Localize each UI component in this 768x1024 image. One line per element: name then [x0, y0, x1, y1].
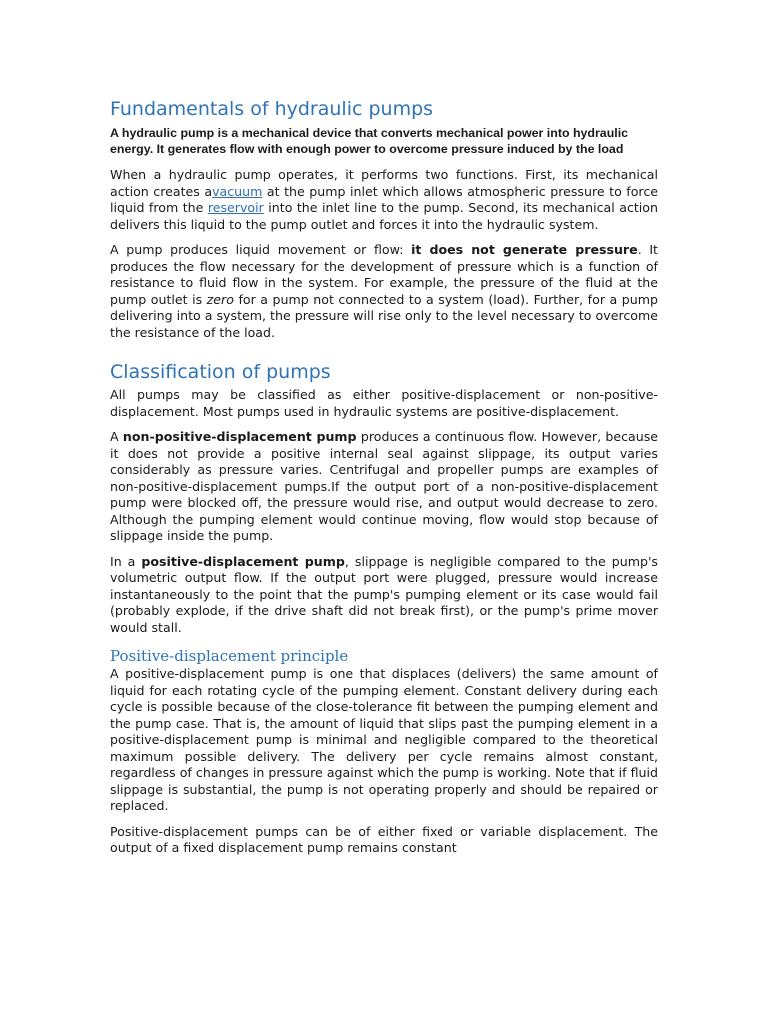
paragraph-fixed-variable: Positive-displacement pumps can be of either fixed or variable displacement. The output of a fixed displacement pump remains constant	[110, 823, 658, 856]
text-span: A	[110, 429, 123, 445]
heading-classification: Classification of pumps	[110, 361, 331, 384]
paragraph-non-positive	[110, 429, 658, 545]
bold-text: positive-displacement pump	[141, 553, 345, 569]
reservoir-link[interactable]: reservoir	[207, 200, 264, 216]
text-span: for a pump not connected to a system (load). Further, for a pump delivering into a system, the pressure will rise only to the level necessary to overcome the resistance of the load.	[110, 291, 658, 340]
paragraph-principle: A positive-displacement pump is one that displaces (delivers) the same amount of liquid for each rotating cycle of the pumping element. Constant delivery during each cycle is possible because of the close-tolerance fit between the pumping element and the pump case. That is, the amount of liquid that slips past the pumping element in a positive-displacement pump is minimal and negligible compared to the theoretical maximum possible delivery. The delivery per cycle remains almost constant, regardless of changes in pressure against which the pump is working. Note that if fluid slippage is substantial, the pump is not operating properly and should be repaired or replaced.	[110, 666, 658, 814]
bold-text: it does not generate pressure	[411, 242, 638, 258]
text-span: , slippage is negligible compared to the pump's volumetric output flow. If the output port were plugged, pressure would increase instantaneously to the point that the pump's pumping element or its case would fail (probably explode, if the drive shaft did not break first), or the pump's prime mover would stall.	[110, 553, 658, 635]
lead-paragraph: A hydraulic pump is a mechanical device that converts mechanical power into hydraulic energy. It generates flow with enough power to overcome pressure induced by the load	[110, 126, 629, 156]
text-span: at the pump inlet which allows atmospheric pressure to force liquid from the	[110, 183, 658, 216]
italic-text: zero	[206, 291, 234, 307]
paragraph-classification-intro: All pumps may be classified as either positive-displacement or non-positive-displacement. Most pumps used in hydraulic systems are positive-displacement.	[110, 387, 658, 419]
paragraph-positive	[110, 554, 658, 637]
document-page	[110, 96, 658, 866]
heading-fundamentals: Fundamentals of hydraulic pumps	[110, 98, 434, 120]
text-span: into the inlet line to the pump. Second, its mechanical action delivers this liquid to the pump outlet and forces it into the hydraulic system.	[110, 200, 658, 232]
heading-positive-principle: Positive-displacement principle	[110, 647, 349, 666]
bold-text: non-positive-displacement pump	[122, 429, 357, 445]
vacuum-link[interactable]: vacuum	[212, 183, 263, 199]
paragraph-flow-not-pressure	[110, 242, 658, 341]
text-span: . It produces the flow necessary for the development of pressure which is a function of resistance to fluid flow in the system. For example, the pressure of the fluid at the pump outlet is	[110, 242, 658, 307]
text-span: A pump produces liquid movement or flow:	[110, 242, 412, 258]
text-span: In a	[110, 553, 142, 569]
text-span: When a hydraulic pump operates, it performs two functions. First, its mechanical action creates a	[110, 167, 658, 199]
paragraph-pump-functions	[110, 167, 658, 233]
text-span: produces a continuous flow. However, because it does not provide a positive internal seal against slippage, its output varies considerably as pressure varies. Centrifugal and propeller pumps are examples of non-positive-displacement pumps.If the output port of a non-positive-displacement pump were blocked off, the pressure would rise, and output would decrease to zero. Although the pumping element would continue moving, flow would stop because of slippage inside the pump.	[110, 429, 659, 544]
